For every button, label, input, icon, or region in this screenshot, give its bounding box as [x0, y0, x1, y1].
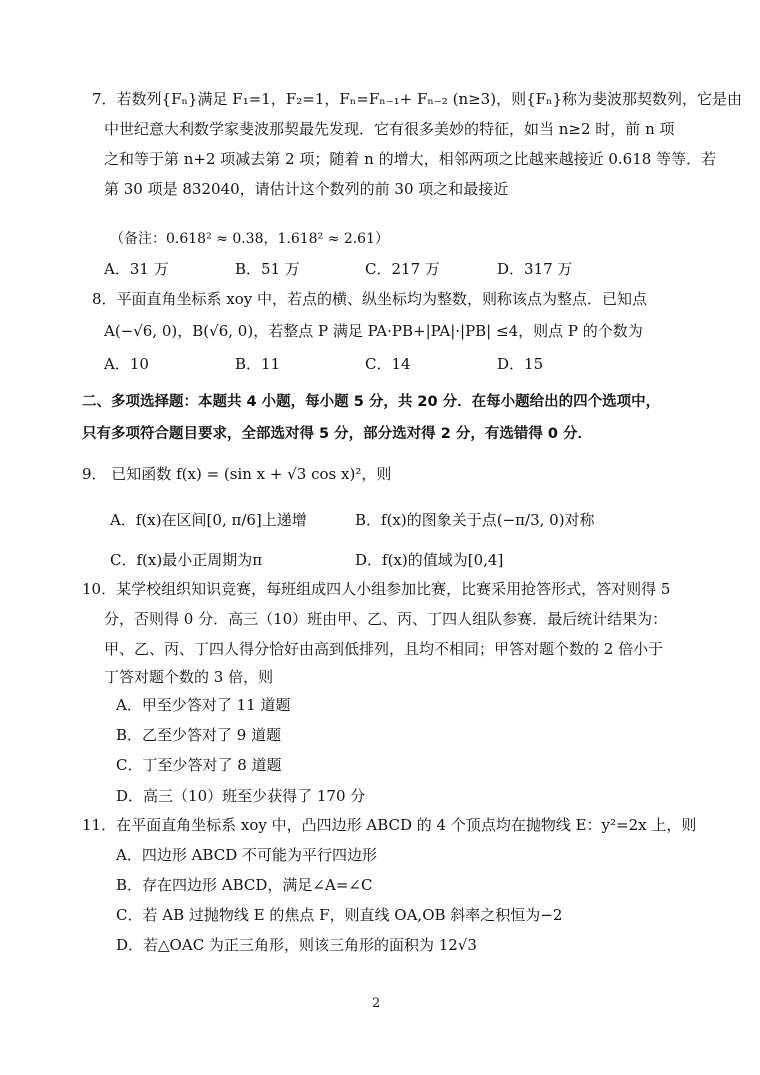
q9-option-c: C．f(x)最小正周期为π	[110, 551, 263, 569]
q10-line-3: 甲、乙、丙、丁四人得分恰好由高到低排列，且均不相同；甲答对题个数的 2 倍小于	[104, 640, 664, 658]
q10-line-4: 丁答对题个数的 3 倍，则	[104, 668, 274, 686]
q10-option-d: D．高三（10）班至少获得了 170 分	[116, 787, 366, 805]
q9-stem: 9． 已知函数 f(x) = (sin x + √3 cos x)²，则	[82, 465, 392, 483]
q8-line-2: A(−√6, 0)，B(√6, 0)，若整点 P 满足 PA·PB+|PA|·|PB| ≤4，则点 P 的个数为	[104, 322, 643, 340]
q7-line-1: 7．若数列{Fₙ}满足 F₁=1，F₂=1，Fₙ=Fₙ₋₁+ Fₙ₋₂ (n≥3)，则{Fₙ}称为斐波那契数列，它是由	[92, 90, 743, 108]
page-number: 2	[372, 996, 381, 1011]
q8-line-1: 8．平面直角坐标系 xoy 中，若点的横、纵坐标均为整数，则称该点为整点．已知点	[92, 290, 648, 308]
q11-option-d: D．若△OAC 为正三角形，则该三角形的面积为 12√3	[116, 936, 477, 954]
section-2-line-1: 二、多项选择题：本题共 4 小题，每小题 5 分，共 20 分．在每小题给出的四个选项中，	[82, 394, 661, 410]
q10-option-b: B．乙至少答对了 9 道题	[116, 726, 282, 744]
q9-option-b: B．f(x)的图象关于点(−π/3, 0)对称	[355, 511, 595, 529]
q8-option-d: D．15	[497, 355, 544, 373]
q9-option-d: D．f(x)的值域为[0,4]	[355, 551, 504, 569]
q10-line-2: 分，否则得 0 分．高三（10）班由甲、乙、丙、丁四人组队参赛．最后统计结果为：	[104, 610, 668, 628]
q7-note: （备注：0.618² ≈ 0.38，1.618² ≈ 2.61）	[110, 231, 389, 247]
q10-option-a: A．甲至少答对了 11 道题	[116, 696, 291, 714]
q7-option-d: D．317 万	[497, 260, 573, 278]
q11-stem: 11．在平面直角坐标系 xoy 中，凸四边形 ABCD 的 4 个顶点均在抛物线 E：y²=2x 上，则	[82, 816, 697, 834]
q11-option-a: A．四边形 ABCD 不可能为平行四边形	[116, 846, 378, 864]
q9-option-a: A．f(x)在区间[0, π/6]上递增	[110, 511, 307, 529]
q7-line-2: 中世纪意大利数学家斐波那契最先发现．它有很多美妙的特征，如当 n≥2 时，前 n 项	[104, 120, 675, 138]
q7-line-4: 第 30 项是 832040，请估计这个数列的前 30 项之和最接近	[104, 180, 509, 198]
q7-line-3: 之和等于第 n+2 项减去第 2 项；随着 n 的增大，相邻两项之比越来越接近 0.618 等等．若	[104, 150, 717, 168]
q10-option-c: C．丁至少答对了 8 道题	[116, 756, 282, 774]
q10-line-1: 10．某学校组织知识竞赛，每班组成四人小组参加比赛，比赛采用抢答形式，答对则得 5	[82, 580, 671, 598]
q11-option-c: C．若 AB 过抛物线 E 的焦点 F，则直线 OA,OB 斜率之积恒为−2	[116, 906, 563, 924]
q7-option-b: B．51 万	[235, 260, 300, 278]
q7-option-a: A．31 万	[104, 260, 169, 278]
q8-option-b: B．11	[235, 355, 281, 373]
section-2-line-2: 只有多项符合题目要求，全部选对得 5 分，部分选对得 2 分，有选错得 0 分．	[82, 426, 593, 442]
q7-option-c: C．217 万	[365, 260, 440, 278]
q8-option-a: A．10	[104, 355, 149, 373]
q11-option-b: B．存在四边形 ABCD，满足∠A=∠C	[116, 876, 373, 894]
q8-option-c: C．14	[365, 355, 411, 373]
